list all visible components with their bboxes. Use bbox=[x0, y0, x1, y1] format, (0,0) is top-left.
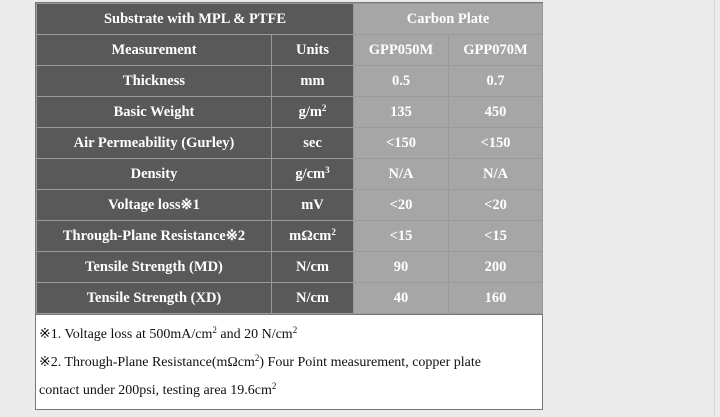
measurement-cell: Tensile Strength (MD) bbox=[37, 252, 272, 283]
spec-table bbox=[36, 3, 543, 314]
measurement-cell: Density bbox=[37, 159, 272, 190]
footnote-1 bbox=[39, 321, 540, 349]
measurement-cell: Basic Weight bbox=[37, 97, 272, 128]
table-row bbox=[37, 190, 543, 221]
units-header: Units bbox=[272, 35, 354, 66]
table-row bbox=[37, 221, 543, 252]
footnote-2-continued bbox=[39, 377, 540, 405]
footnote-2-text-a: ※2. Through-Plane Resistance(mΩcm bbox=[39, 355, 255, 370]
gpp050m-value: N/A bbox=[354, 159, 449, 190]
footnote-1-text-a: ※1. Voltage loss at 500mA/cm bbox=[39, 327, 213, 342]
footnote-1-sup-1: 2 bbox=[212, 325, 217, 335]
unit-cell bbox=[272, 221, 354, 252]
measurement-cell: Voltage loss※1 bbox=[37, 190, 272, 221]
footnote-2 bbox=[39, 349, 540, 377]
table-row bbox=[37, 252, 543, 283]
unit-cell bbox=[272, 97, 354, 128]
unit-text: N/cm bbox=[295, 289, 329, 306]
unit-text: g/cm bbox=[295, 165, 326, 182]
unit-superscript: 2 bbox=[331, 226, 336, 237]
unit-text: g/m bbox=[298, 103, 322, 120]
measurement-cell: Tensile Strength (XD) bbox=[37, 283, 272, 314]
gpp070m-value: 0.7 bbox=[449, 66, 543, 97]
gpp050m-value: 0.5 bbox=[354, 66, 449, 97]
header-row-1 bbox=[37, 4, 543, 35]
measurement-cell: Air Permeability (Gurley) bbox=[37, 128, 272, 159]
gpp050m-value: <15 bbox=[354, 221, 449, 252]
gpp070m-value: 450 bbox=[449, 97, 543, 128]
unit-superscript: 3 bbox=[325, 164, 330, 175]
unit-text: N/cm bbox=[295, 258, 329, 275]
unit-cell bbox=[272, 66, 354, 97]
unit-cell bbox=[272, 283, 354, 314]
header-row-2 bbox=[37, 35, 543, 66]
gpp050m-value: 135 bbox=[354, 97, 449, 128]
carbon-plate-header: Carbon Plate bbox=[354, 4, 543, 35]
gpp070m-header: GPP070M bbox=[449, 35, 543, 66]
unit-text: mm bbox=[300, 72, 325, 89]
unit-cell bbox=[272, 159, 354, 190]
gpp070m-value: <20 bbox=[449, 190, 543, 221]
footnotes bbox=[36, 314, 542, 409]
gpp070m-value: 160 bbox=[449, 283, 543, 314]
table-row bbox=[37, 128, 543, 159]
unit-superscript: 2 bbox=[321, 102, 327, 113]
footnote-2-sup: 2 bbox=[254, 353, 260, 363]
gpp050m-header: GPP050M bbox=[354, 35, 449, 66]
unit-cell bbox=[272, 190, 354, 221]
unit-text: mV bbox=[301, 196, 324, 213]
gpp070m-value: 200 bbox=[449, 252, 543, 283]
gpp070m-value: <150 bbox=[449, 128, 543, 159]
unit-cell bbox=[272, 252, 354, 283]
unit-cell bbox=[272, 128, 354, 159]
footnote-2-text-c: contact under 200psi, testing area 19.6cm bbox=[39, 383, 272, 398]
table-row bbox=[37, 97, 543, 128]
footnote-1-sup-2: 2 bbox=[292, 325, 298, 335]
gpp050m-value: <20 bbox=[354, 190, 449, 221]
spec-table-container bbox=[35, 2, 543, 410]
gpp070m-value: <15 bbox=[449, 221, 543, 252]
gpp070m-value: N/A bbox=[449, 159, 543, 190]
gpp050m-value: 90 bbox=[354, 252, 449, 283]
footnote-1-text-b: and 20 N/cm bbox=[216, 327, 293, 342]
unit-text: sec bbox=[303, 134, 322, 151]
table-row bbox=[37, 283, 543, 314]
footnote-2-text-b: ) Four Point measurement, copper plate bbox=[259, 355, 481, 370]
measurement-header: Measurement bbox=[37, 35, 272, 66]
table-row bbox=[37, 159, 543, 190]
frame-divider bbox=[714, 0, 715, 417]
unit-text: mΩcm bbox=[289, 227, 332, 244]
footnote-2-sup-2: 2 bbox=[271, 381, 277, 391]
table-row bbox=[37, 66, 543, 97]
measurement-cell: Through-Plane Resistance※2 bbox=[37, 221, 272, 252]
table-body bbox=[37, 66, 543, 314]
measurement-cell: Thickness bbox=[37, 66, 272, 97]
gpp050m-value: <150 bbox=[354, 128, 449, 159]
substrate-header: Substrate with MPL & PTFE bbox=[37, 4, 354, 35]
gpp050m-value: 40 bbox=[354, 283, 449, 314]
